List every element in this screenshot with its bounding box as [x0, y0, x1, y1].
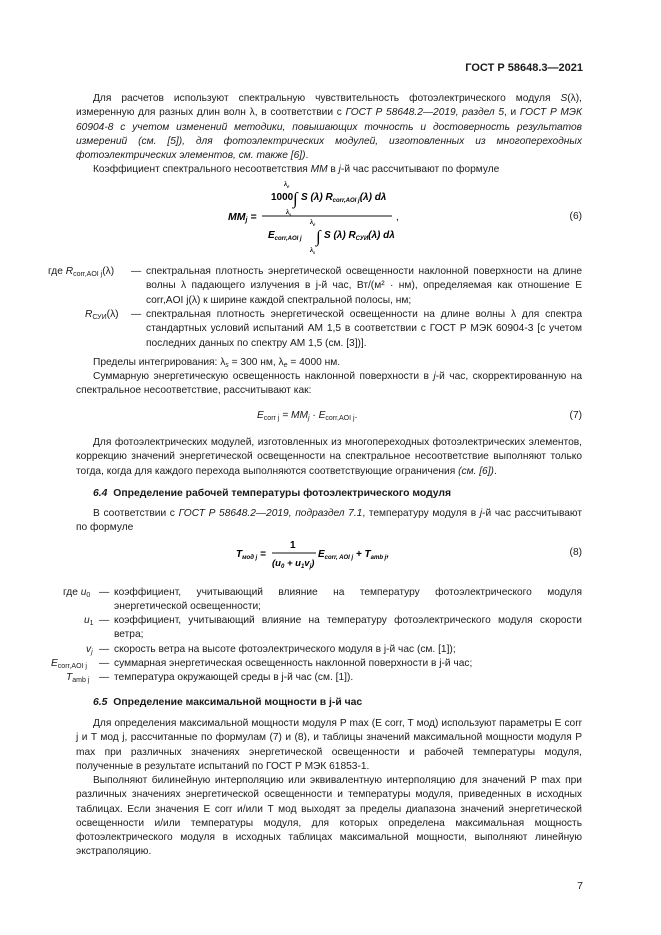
formula-6-den-upper-limit: $\lambda_e$ — [310, 218, 316, 228]
definition-symbol: где $R_{corr,AOI j}(\lambda)$ — [48, 266, 115, 278]
formula-6-num-upper-limit: $\lambda_e$ — [284, 180, 290, 190]
formula-6-den-body: S (λ) $R_{СУИ}(\lambda)$ dλ — [324, 230, 395, 242]
formula-6-den-lower-limit: $\lambda_s$ — [310, 246, 316, 256]
formula-6-punct: , — [396, 212, 399, 223]
paragraph-max-power: Для определения максимальной мощности модуля P max (E corr, T мод) используют параметры E corr j и T мод j, рассчитанные по формулам (7) и (8), и таблицы значений максимальной мощности модуля P max при различных значениях энергетической освещенности и рабочей температуры модуля, полученные в результате испытаний по ГОСТ Р МЭК 61853-1. — [76, 718, 582, 772]
paragraph-integration-limits: Пределы интегрирования: $\lambda_s = 300$ нм, $\lambda_e = 4000$ нм. — [93, 357, 341, 369]
formula-6-num-integral: ∫ — [293, 189, 298, 208]
section-6-4-heading: 6.4 Определение рабочей температуры фотоэлектрического модуля — [93, 488, 452, 499]
formula-8-number: (8) — [569, 547, 582, 558]
formula-6-lhs: MMj = — [228, 211, 257, 224]
formula-6-num-lower-limit: λ — [286, 208, 290, 216]
section-6-5-heading: 6.5 Определение максимальной мощности в j-й час — [93, 697, 363, 708]
document-header: ГОСТ Р 58648.3—2021 — [465, 62, 583, 74]
formula-6-graphic — [228, 180, 408, 256]
paragraph-module-temperature: В соответствии с ГОСТ Р 58648.2—2019, подраздел 7.1, температуру модуля в j-й час рассчитывают по формуле — [76, 508, 583, 534]
formula-6-number: (6) — [569, 211, 582, 222]
formula-6-den-integral: ∫ — [316, 227, 321, 246]
document-page: ГОСТ Р 58648.3—2021 Для расчетов используют спектральную чувствительность фотоэлектрического модуля S(λ), измеренную для разных длин волн λ, в соответствии с ГОСТ Р 58648.2—2019, раздел 5, и ГОСТ Р МЭК 60904-8 с учетом изменений методики, повышающих точность и достоверность результатов измерений (см. [5]), для фотоэлектрических модулей, изготовленных из многопереходных фотоэлектрических элементов, см. также [6]). Коэффициент спектрального несоответствия MM в j-й час рассчитывают по формуле $\lambda_e$ 1000 ∫ S (λ) $R_{corr,AOI j}(\lambda)$ dλ λ MMj = , $\lambda_e$ $E_{corr,AOI j}$ ∫ S (λ) $R_{СУИ}(\lambda)$ dλ $\lambda_s$ (6) где $R_{corr,AOI j}(\lambda)$ — спектральная плотность энергетической освещенности наклонной поверхности на длине волны λ падающего излучения в j-й час, Вт/(м² · нм), определяемая как отношение E corr,AOI j(λ) к ширине каждой спектральной полосы, нм; $R_{СУИ}(\lambda)$ — спектральная плотность энергетической освещенности на длине волны λ для спектра стандартных условий испытаний АМ 1,5 в соответствии с ГОСТ Р МЭК 60904-3 [с учетом последних данных по спектру АМ 1,5 (см. [3])]. Пределы интегрирования: $\lambda_s = 300$ нм, $\lambda_e = 4000$ нм. Суммарную энергетическую освещенность наклонной поверхности в j-й час, скорректированную на спектральное несоответствие, рассчитывают как: $E_{corr j} = MM_j \cdot E_{corr,AOI j}$. (7) Для фотоэлектрических модулей, изготовленных из многопереходных фотоэлектрических элементов, коррекцию значений энергетической освещенности на спектральное несоответствие выполняют только тогда, когда для каждого перехода выполняются соответствующие ограничения (см. [6]). 6.4 Определение рабочей температуры фотоэлектрического модуля В соответствии с ГОСТ Р 58648.2—2019, подраздел 7.1, температуру модуля в j-й час рассчитывают по формуле $T_{мод j}$ = 1 $(u_0 + u_1v_j)$ $E_{corr, AOI j} + T_{amb j}$, (8) где $u_0$ — коэффициент, учитывающий влияние на температуру фотоэлектрического модуля энергетической освещенности; $u_1$ — коэффициент, учитывающий влияние на температуру фотоэлектрического модуля скорости ветра; $v_j$ — скорость ветра на высоте фотоэлектрического модуля в j-й час (см. [1]); $E_{corr,AOI j}$ — суммарная энергетическая освещенность наклонной поверхности в j-й час; $T_{amb j}$ — температура окружающей среды в j-й час (см. [1]). 6.5 Определение максимальной мощности в j-й час Для определения максимальной мощности модуля P max (E corr, T мод) используют параметры E corr j и T мод j, рассчитанные по формулам (7) и (8), и таблицы значений максимальной мощности модуля P max при различных значениях энергетической освещенности и рабочей температуры модуля, полученные в результате испытаний по ГОСТ Р МЭК 61853-1. Выполняют билинейную интерполяцию или эквивалентную интерполяцию для значений P max при различных значениях энергетической освещенности и температуры модуля, приведенных в исходных таблицах. Если значения E corr и/или T мод выходят за пределы диапазона значений энергетической освещенности и/или температуры модуля, для которых определена максимальная мощность фотоэлектрического модуля в исходных таблицах максимальной мощности, выполняют линейную экстраполяцию. 7 — [48, 62, 583, 892]
formula-7: $E_{corr j} = MM_j \cdot E_{corr,AOI j}$. — [257, 410, 358, 422]
formula-7-number: (7) — [569, 410, 582, 421]
formula-6-num-body: S (λ) $R_{corr,AOI j}(\lambda)$ dλ — [301, 192, 387, 204]
formula-8-graphic — [236, 537, 416, 573]
definition-symbol: $R_{СУИ}(\lambda)$ — [85, 309, 119, 321]
formula-8-frac-num: 1 — [290, 540, 296, 551]
formula-6-constant: 1000 — [271, 192, 294, 203]
formula-8-frac-den: $(u_0 + u_1v_j)$ — [272, 558, 315, 570]
paragraph-mismatch-intro: Коэффициент спектрального несоответствия MM в j-й час рассчитывают по формуле — [93, 164, 500, 175]
formula-6-den-lead: $E_{corr,AOI j}$ — [268, 230, 302, 242]
formula-8-rhs: $E_{corr, AOI j} + T_{amb j}$, — [318, 549, 390, 561]
page-number: 7 — [577, 880, 583, 892]
formula-8-lhs: $T_{мод j}$ = — [236, 549, 266, 561]
paragraph-multijunction: Для фотоэлектрических модулей, изготовленных из многопереходных фотоэлектрических элементов, коррекцию значений энергетической освещенности на спектральное несоответствие выполняют только тогда, когда для каждого перехода выполняются соответствующие ограничения (см. [6]). — [76, 437, 582, 477]
paragraph-interpolation: Выполняют билинейную интерполяцию или эквивалентную интерполяцию для значений P max при различных значениях энергетической освещенности и температуры модуля, приведенных в исходных таблицах. Если значения E corr и/или T мод выходят за пределы диапазона значений энергетической освещенности и/или температуры модуля, для которых определена максимальная мощность фотоэлектрического модуля в исходных таблицах максимальной мощности, выполняют линейную экстраполяцию. — [76, 775, 582, 858]
paragraph-corrected-irradiance: Суммарную энергетическую освещенность наклонной поверхности в j-й час, скорректированную на спектральное несоответствие, рассчитывают как: — [76, 371, 582, 397]
paragraph-spectral-sensitivity: Для расчетов используют спектральную чувствительность фотоэлектрического модуля S(λ), измеренную для разных длин волн λ, в соответствии с ГОСТ Р 58648.2—2019, раздел 5, и ГОСТ Р МЭК 60904-8 с учетом изменений методики, повышающих точность и достоверность результатов измерений (см. [5]), для фотоэлектрических модулей, изготовленных из многопереходных фотоэлектрических элементов, см. также [6]). — [76, 93, 582, 162]
